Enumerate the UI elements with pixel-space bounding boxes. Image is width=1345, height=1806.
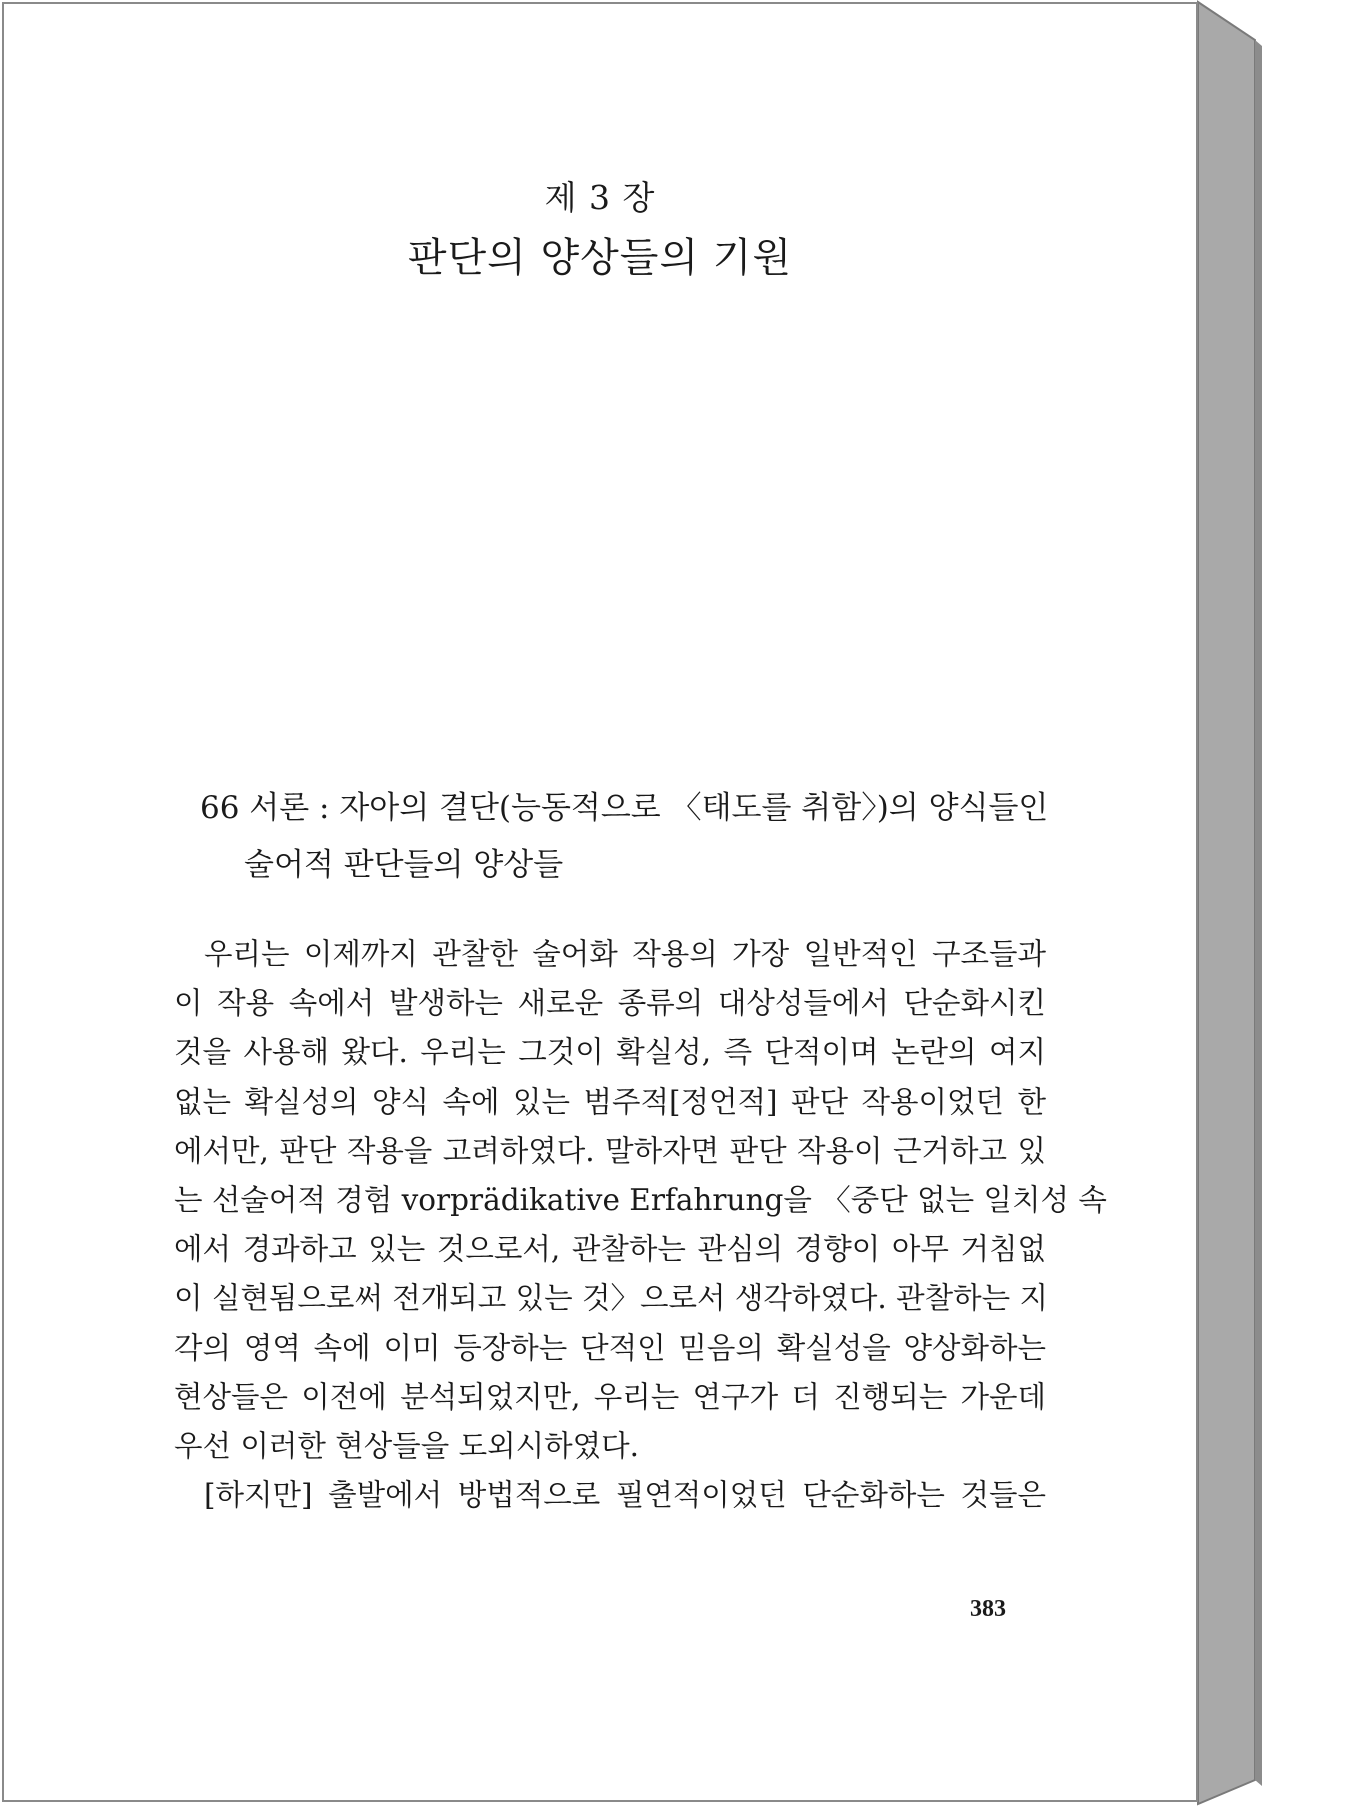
- body-line: 이 작용 속에서 발생하는 새로운 종류의 대상성들에서 단순화시킨: [174, 986, 1046, 1021]
- body-line: 우선 이러한 현상들을 도외시하였다.: [174, 1428, 639, 1463]
- page-number: 383: [970, 1596, 1006, 1622]
- section-heading-line-1: 66 서론 : 자아의 결단(능동적으로 〈태도를 취함〉)의 양식들인: [200, 790, 1049, 826]
- chapter-title: 판단의 양상들의 기원: [407, 235, 793, 281]
- body-text: [174, 930, 1107, 1520]
- body-line: 에서 경과하고 있는 것으로서, 관찰하는 관심의 경향이 아무 거침없: [174, 1232, 1046, 1267]
- body-line: [하지만] 출발에서 방법적으로 필연적이었던 단순화하는 것들은: [204, 1478, 1046, 1513]
- body-line: 에서만, 판단 작용을 고려하였다. 말하자면 판단 작용이 근거하고 있: [174, 1133, 1046, 1168]
- section-heading: [200, 780, 1060, 894]
- body-line: 는 선술어적 경험 vorprädikative Erfahrung을 〈중단 없는 일치성 속: [174, 1182, 1107, 1217]
- body-line: 이 실현됨으로써 전개되고 있는 것〉으로서 생각하였다. 관찰하는 지: [174, 1281, 1048, 1316]
- section-heading-line-2: 술어적 판단들의 양상들: [244, 847, 564, 883]
- chapter-label: 제 3 장: [544, 178, 656, 217]
- body-line: 각의 영역 속에 이미 등장하는 단적인 믿음의 확실성을 양상화하는: [174, 1330, 1046, 1365]
- body-line: 것을 사용해 왔다. 우리는 그것이 확실성, 즉 단적이며 논란의 여지: [174, 1035, 1046, 1070]
- body-line: 우리는 이제까지 관찰한 술어화 작용의 가장 일반적인 구조들과: [204, 937, 1046, 971]
- body-line: 현상들은 이전에 분석되었지만, 우리는 연구가 더 진행되는 가운데: [174, 1379, 1046, 1414]
- body-line: 없는 확실성의 양식 속에 있는 범주적[정언적] 판단 작용이었던 한: [174, 1084, 1046, 1119]
